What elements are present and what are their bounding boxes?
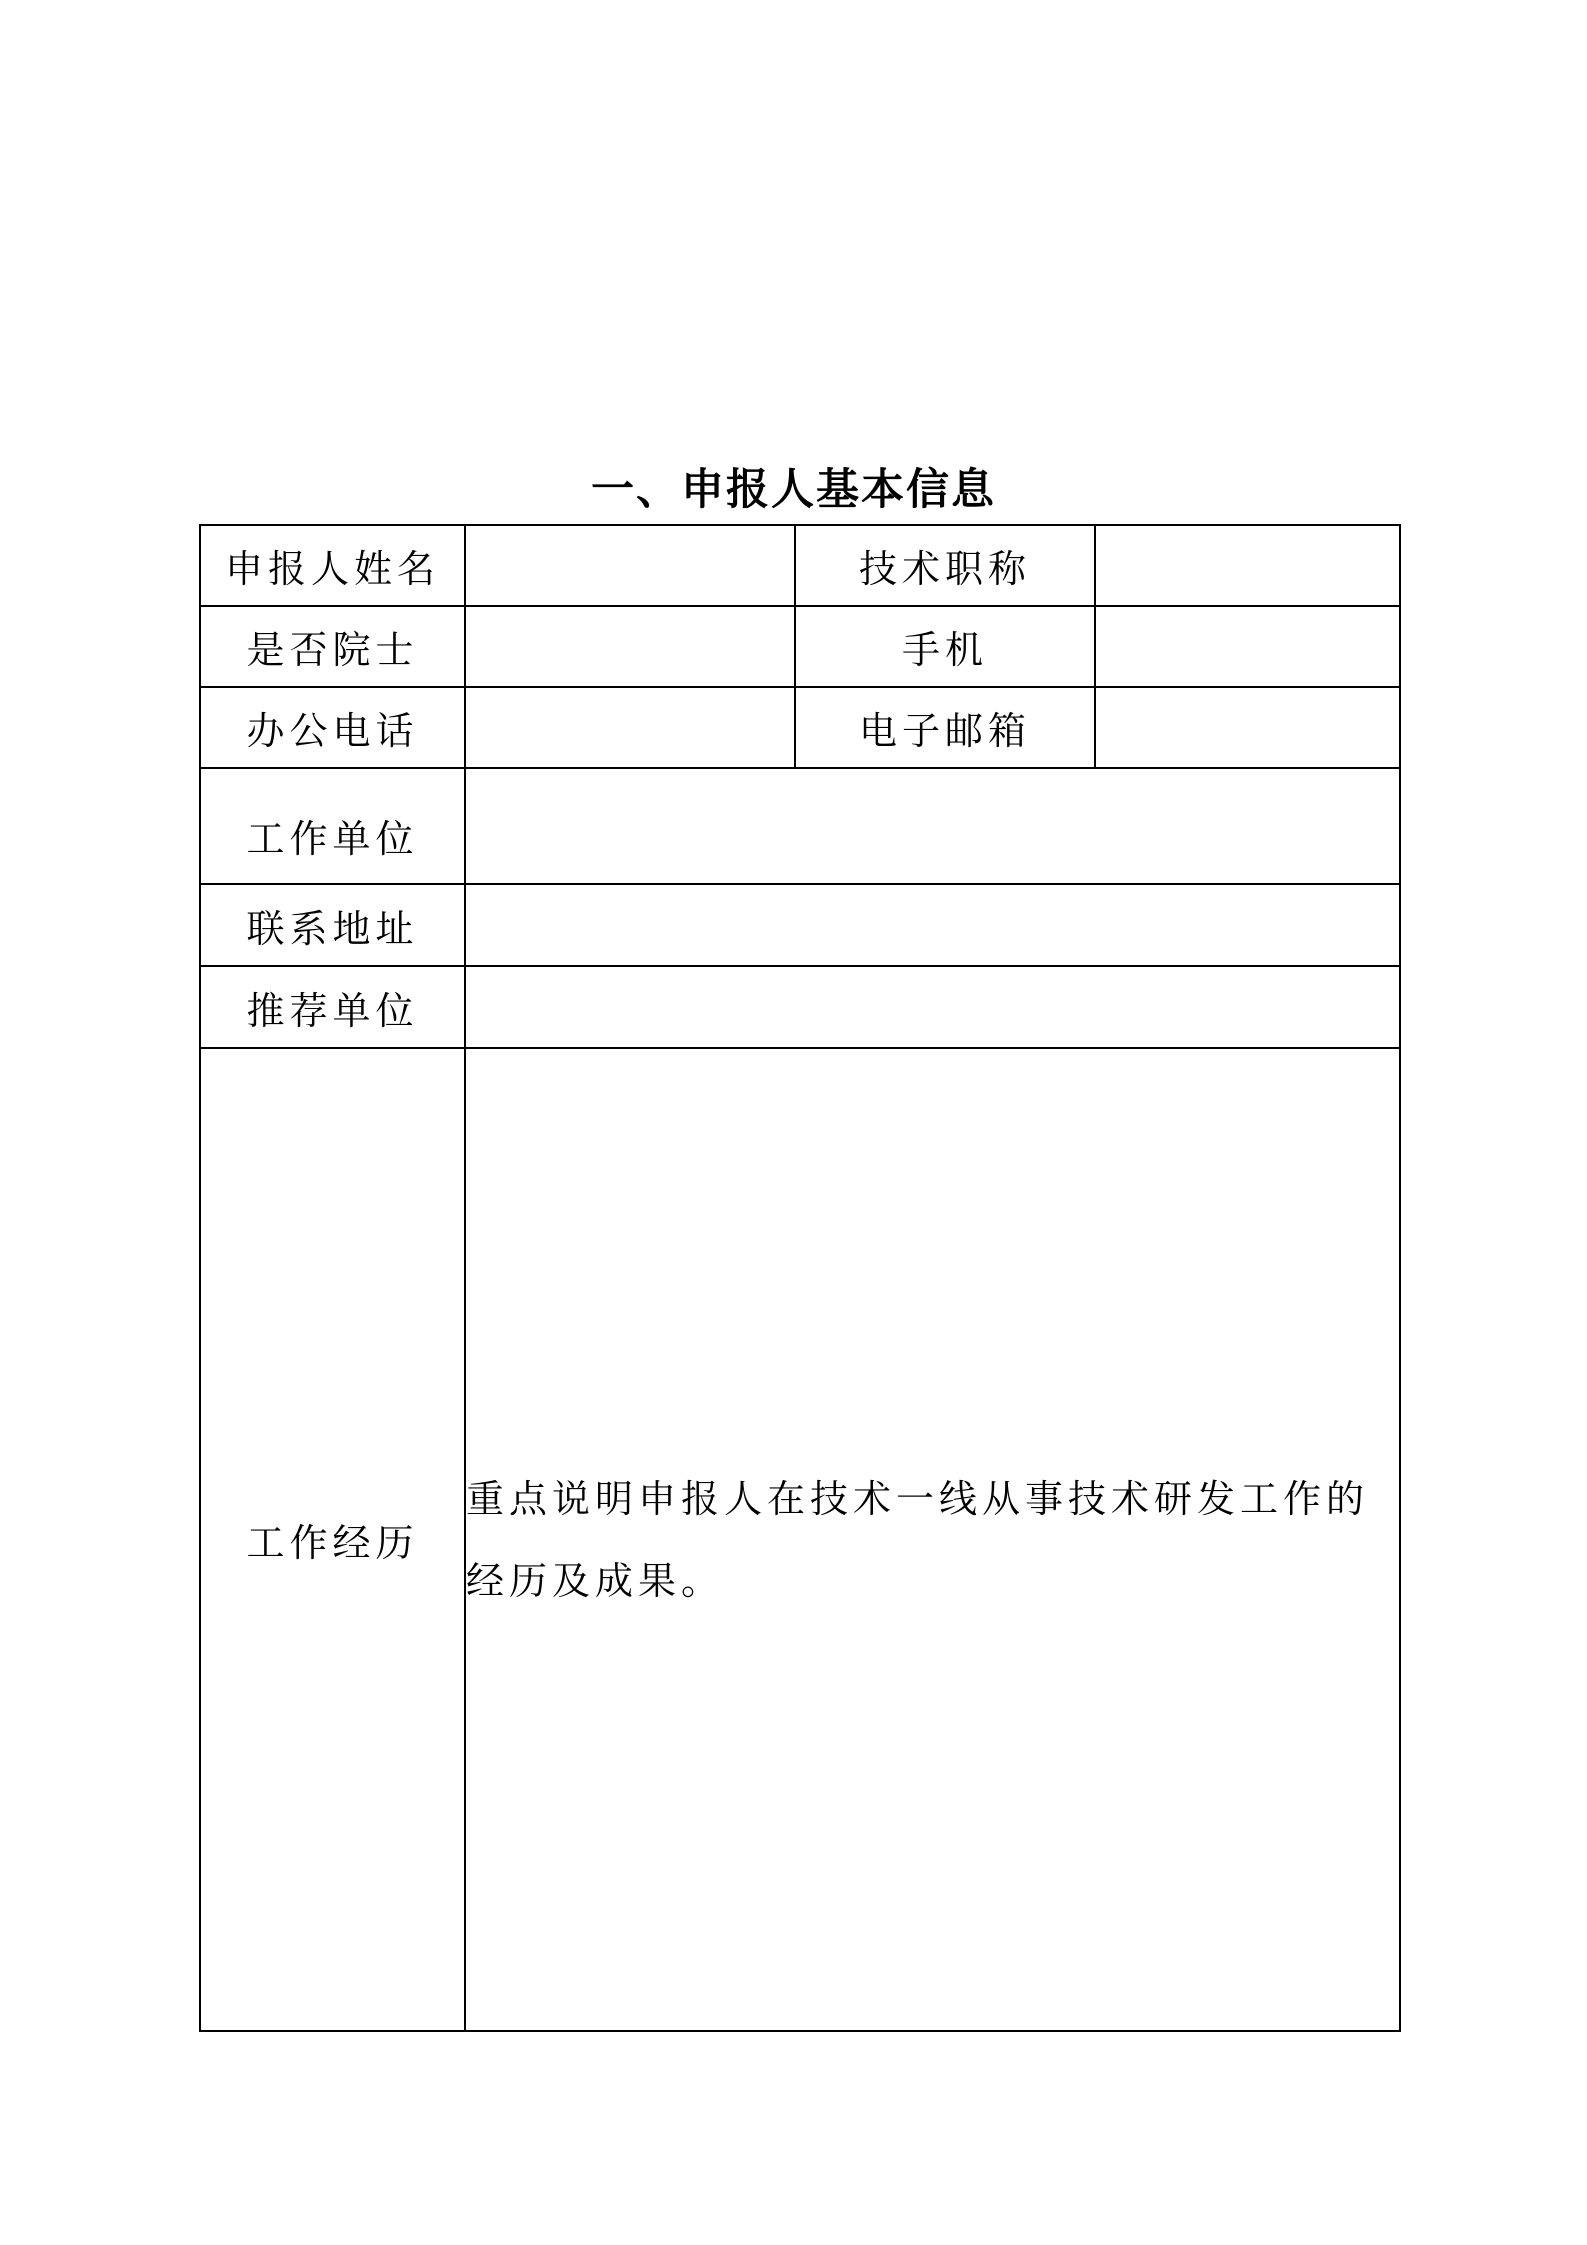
page-title: 一、申报人基本信息 [591, 465, 996, 515]
recommender-label: 推荐单位 [200, 966, 465, 1048]
email-field[interactable] [1095, 687, 1400, 768]
applicant-info-table [199, 524, 1401, 2032]
table-row [200, 606, 1400, 687]
email-label: 电子邮箱 [795, 687, 1095, 768]
table-row [200, 966, 1400, 1048]
work-unit-label: 工作单位 [200, 768, 465, 884]
address-label: 联系地址 [200, 884, 465, 966]
mobile-label: 手机 [795, 606, 1095, 687]
name-label: 申报人姓名 [200, 525, 465, 606]
work-unit-field[interactable] [465, 768, 1400, 884]
office-phone-label: 办公电话 [200, 687, 465, 768]
work-history-field[interactable]: 重点说明申报人在技术一线从事技术研发工作的经历及成果。 [465, 1048, 1400, 2031]
academician-label: 是否院士 [200, 606, 465, 687]
table-row [200, 884, 1400, 966]
work-history-label: 工作经历 [200, 1048, 465, 2031]
recommender-field[interactable] [465, 966, 1400, 1048]
title-label: 技术职称 [795, 525, 1095, 606]
mobile-field[interactable] [1095, 606, 1400, 687]
table-row [200, 768, 1400, 884]
title-field[interactable] [1095, 525, 1400, 606]
address-field[interactable] [465, 884, 1400, 966]
academician-field[interactable] [465, 606, 795, 687]
table-row [200, 525, 1400, 606]
name-field[interactable] [465, 525, 795, 606]
table-row [200, 687, 1400, 768]
table-row [200, 1048, 1400, 2031]
office-phone-field[interactable] [465, 687, 795, 768]
